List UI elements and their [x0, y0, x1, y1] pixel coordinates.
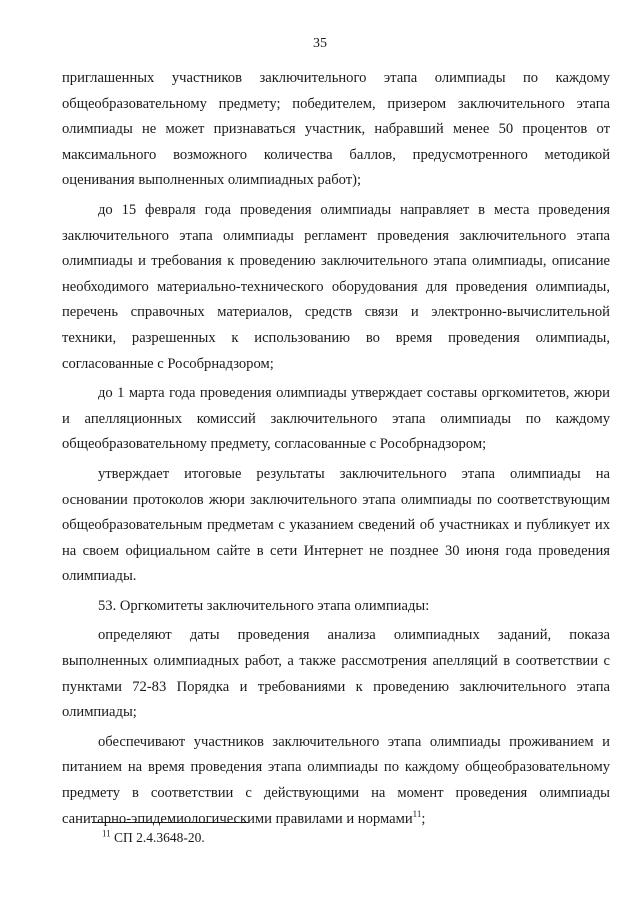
paragraph-with-footnote	[62, 730, 610, 832]
footnote-marker: 11	[102, 828, 111, 839]
paragraph: определяют даты проведения анализа олимпиадных заданий, показа выполненных олимпиадных работ, а также рассмотрения апелляций в соответствии с пунктами 72-83 Порядка и требованиями к проведению заключительного этапа олимпиады;	[62, 627, 610, 721]
paragraph-text: обеспечивают участников заключительного этапа олимпиады проживанием и питанием на время проведения этапа олимпиады по каждому общеобразовательному предмету в соответствии с действующими на момент проведения олимпиады санитарно-эпидемиологическими правилами и нормами	[62, 733, 610, 827]
section-heading: 53. Оргкомитеты заключительного этапа олимпиады:	[98, 597, 430, 614]
body-text	[62, 66, 610, 836]
paragraph: до 1 марта года проведения олимпиады утверждает составы оргкомитетов, жюри и апелляционных комиссий заключительного этапа олимпиады по каждому общеобразовательному предмету, согласованные с Рособрнадзором;	[62, 385, 610, 453]
footnote-separator	[92, 822, 248, 823]
paragraph: утверждает итоговые результаты заключительного этапа олимпиады на основании протоколов жюри заключительного этапа олимпиады по соответствующим общеобразовательным предметам с указанием сведений об участниках и публикует их на своем официальном сайте в сети Интернет не позднее 30 июня года проведения олимпиады.	[62, 465, 610, 585]
page-number: 35	[313, 36, 327, 51]
footnote-text: СП 2.4.3648-20.	[114, 830, 205, 845]
paragraph-end: ;	[421, 810, 426, 827]
footnote	[102, 828, 205, 848]
paragraph: приглашенных участников заключительного этапа олимпиады по каждому общеобразовательному предмету; победителем, призером заключительного этапа олимпиады не может признаваться участник, набравший менее 50 процентов от максимального возможного количества баллов, предусмотренного методикой оценивания выполненных олимпиадных работ);	[62, 70, 610, 189]
footnote-reference: 11	[412, 808, 422, 819]
paragraph: до 15 февраля года проведения олимпиады направляет в места проведения заключительного этапа олимпиады регламент проведения заключительного этапа олимпиады и требования к проведению заключительного этапа олимпиады, описание необходимого материально-технического оборудования для проведения олимпиады, перечень справочных материалов, средств связи и электронно-вычислительной техники, разрешенных к использованию во время проведения олимпиады, согласованные с Рособрнадзором;	[62, 201, 610, 372]
